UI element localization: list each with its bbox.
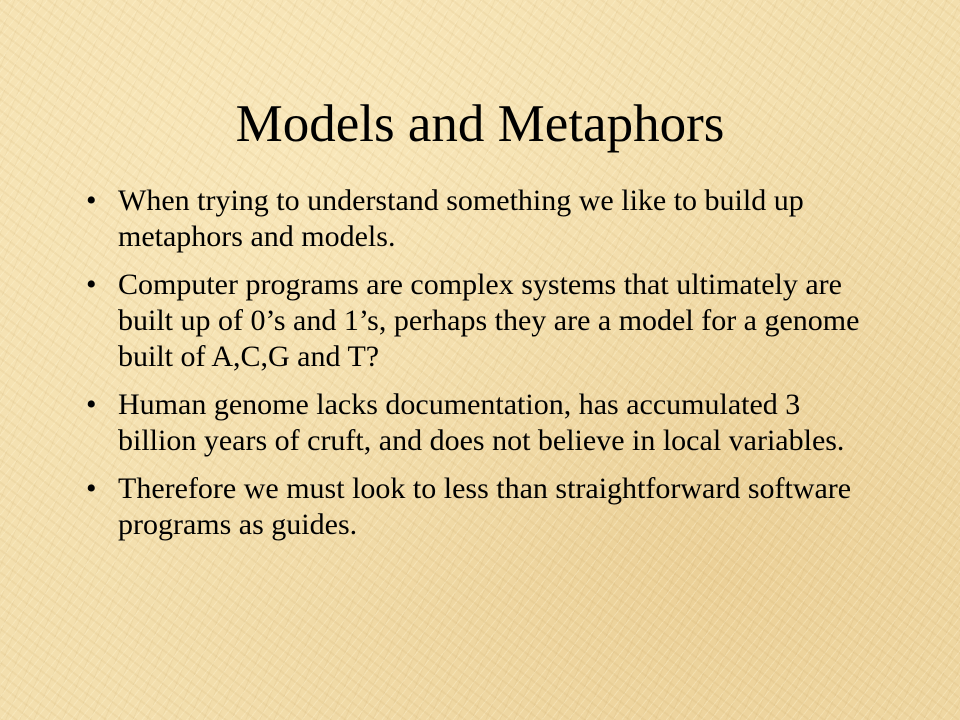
- bullet-text: Therefore we must look to less than straightforward software programs as guides.: [118, 472, 852, 541]
- bullet-item: [80, 267, 880, 375]
- bullet-icon: •: [86, 472, 97, 505]
- bullet-text: When trying to understand something we like to build up metaphors and models.: [118, 184, 804, 253]
- slide-title: Models and Metaphors: [235, 95, 725, 153]
- bullet-icon: •: [86, 388, 97, 421]
- bullet-list: [80, 183, 880, 555]
- bullet-item: [80, 471, 880, 543]
- bullet-text: Human genome lacks documentation, has accumulated 3 billion years of cruft, and does not believe in local variables.: [118, 388, 845, 457]
- bullet-item: [80, 183, 880, 255]
- bullet-item: [80, 387, 880, 459]
- bullet-text: Computer programs are complex systems that ultimately are built up of 0’s and 1’s, perhaps they are a model for a genome built of A,C,G and T?: [118, 268, 860, 373]
- bullet-icon: •: [86, 184, 97, 217]
- bullet-icon: •: [86, 268, 97, 301]
